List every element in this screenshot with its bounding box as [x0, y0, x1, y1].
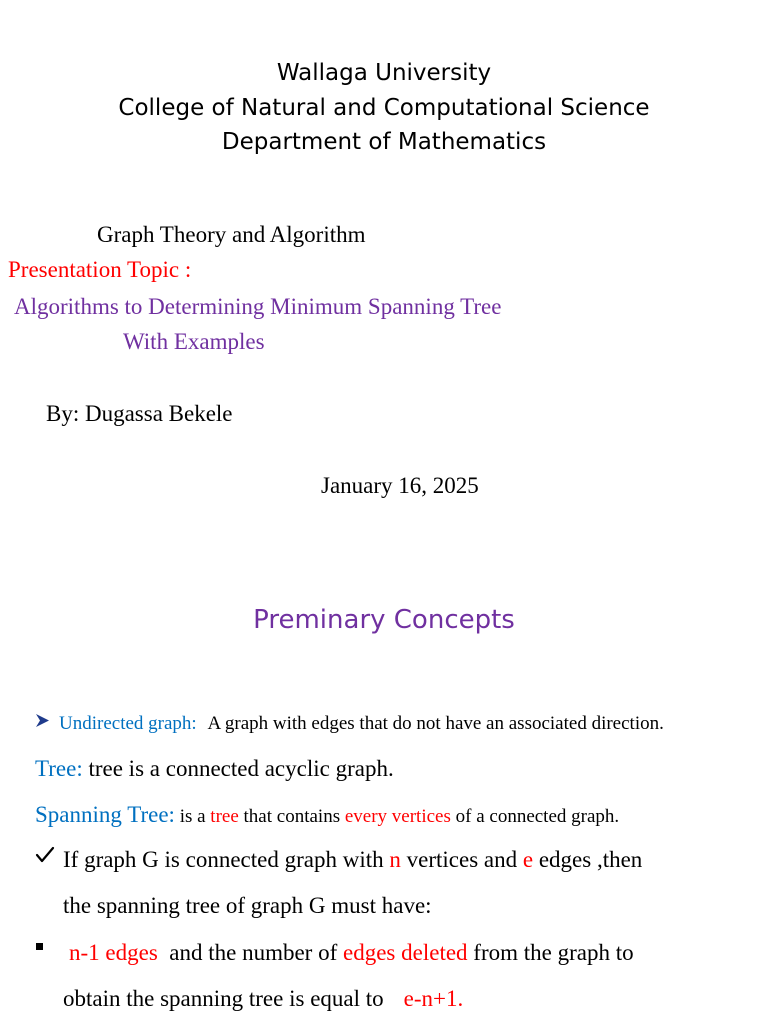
- title-block: [0, 56, 768, 160]
- highlight-every-vertices: every vertices: [344, 806, 451, 827]
- square-bullet-icon: [36, 943, 43, 950]
- definition-spanning-tree: [35, 802, 619, 828]
- highlight-edges-deleted: edges deleted: [343, 940, 468, 965]
- course-name: Graph Theory and Algorithm: [97, 222, 366, 247]
- topic-title-line1: Algorithms to Determining Minimum Spanning Tree: [14, 294, 502, 319]
- date: January 16, 2025: [321, 473, 479, 498]
- bullet-point-line2: [63, 986, 463, 1012]
- term-tree: Tree:: [35, 756, 83, 781]
- text-undirected: A graph with edges that do not have an associated direction.: [207, 713, 664, 734]
- highlight-tree: tree: [210, 806, 239, 827]
- topic-title-line2: With Examples: [123, 329, 265, 354]
- text-spanning-1: is a: [174, 806, 211, 827]
- topic-label: Presentation Topic :: [8, 257, 192, 282]
- highlight-e-n-1: e-n+1.: [403, 986, 464, 1011]
- highlight-n: n: [389, 847, 401, 872]
- check-point-line2: the spanning tree of graph G must have:: [63, 893, 432, 918]
- bullet-text-2: from the graph to: [467, 940, 634, 965]
- definition-tree: [35, 756, 394, 782]
- college-name: College of Natural and Computational Science: [118, 94, 650, 121]
- author: By: Dugassa Bekele: [46, 401, 233, 426]
- section-title: Preminary Concepts: [253, 605, 515, 635]
- check-text-2: vertices and: [400, 847, 523, 872]
- bullet-text-3: obtain the spanning tree is equal to: [63, 986, 384, 1011]
- university-name: Wallaga University: [276, 60, 492, 86]
- term-spanning-tree: Spanning Tree:: [35, 802, 175, 827]
- bullet-text-1: and the number of: [157, 940, 344, 965]
- text-spanning-2: that contains: [238, 806, 345, 827]
- check-point-line1: [63, 847, 642, 873]
- highlight-n-1-edges: n-1 edges: [69, 940, 158, 965]
- bullet-point-line1: [63, 940, 634, 966]
- highlight-e: e: [522, 847, 534, 872]
- department-name: Department of Mathematics: [221, 129, 547, 155]
- term-undirected: Undirected graph:: [59, 713, 197, 734]
- checkmark-icon: [35, 846, 55, 864]
- text-spanning-3: of a connected graph.: [450, 806, 620, 827]
- arrowhead-bullet-icon: [35, 713, 50, 728]
- check-text-1: If graph G is connected graph with: [63, 847, 390, 872]
- text-tree: tree is a connected acyclic graph.: [82, 756, 394, 781]
- definition-undirected: [59, 713, 664, 735]
- check-text-3: edges ,then: [533, 847, 643, 872]
